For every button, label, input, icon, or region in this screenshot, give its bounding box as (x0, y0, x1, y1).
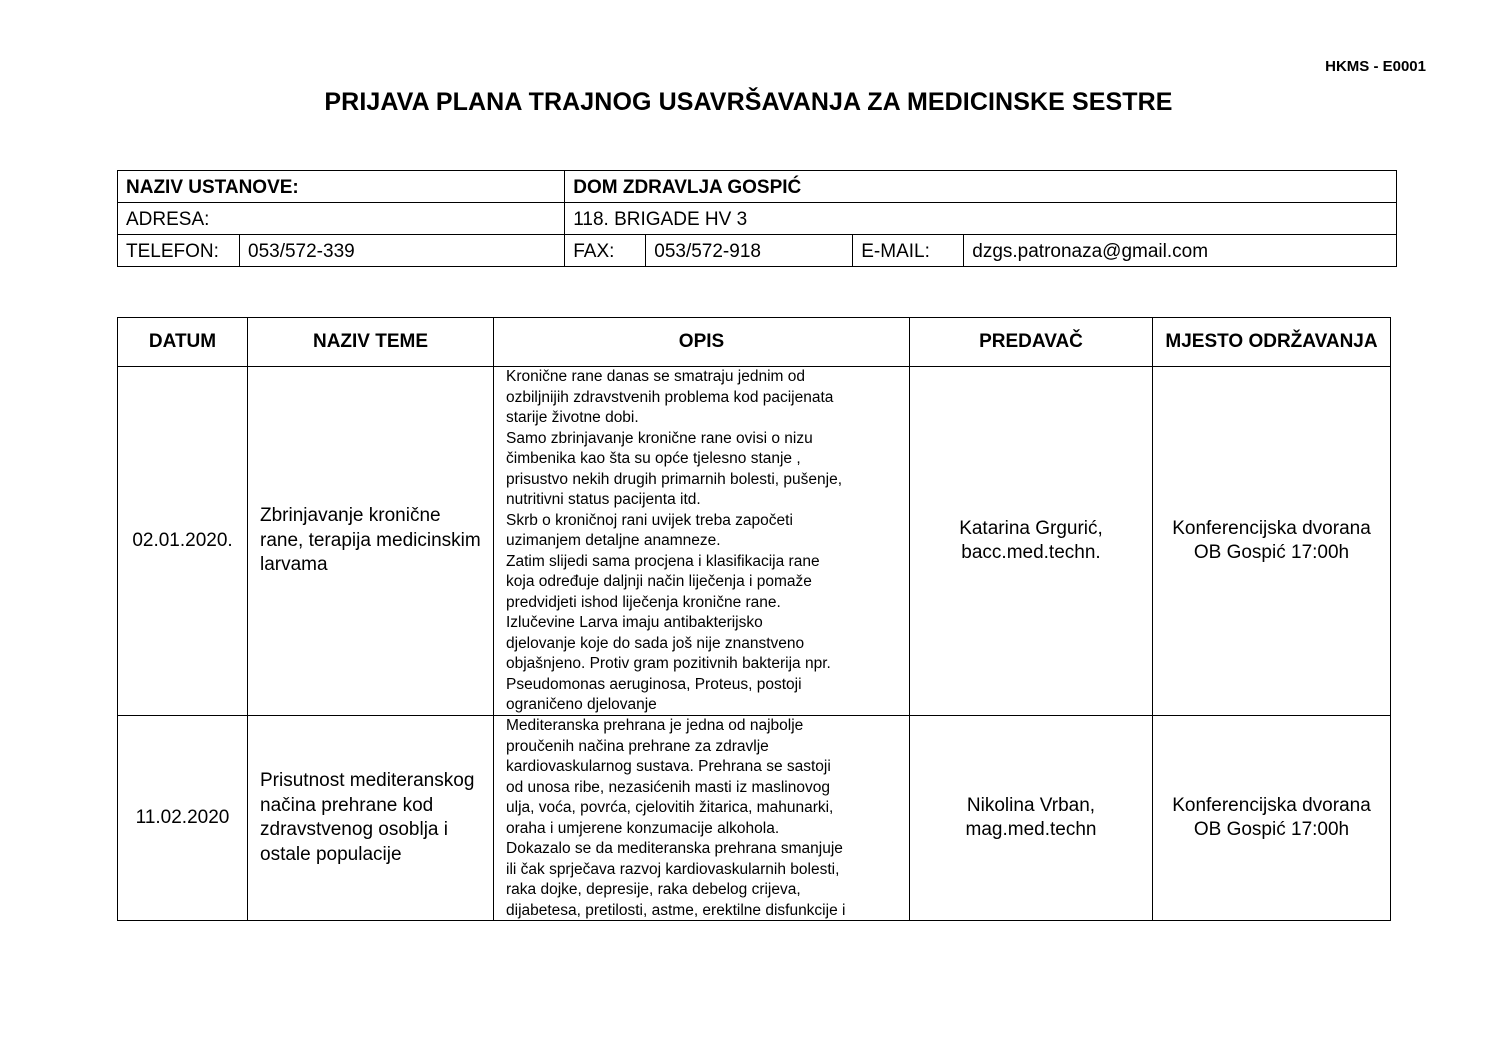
table-row (118, 367, 1391, 716)
institution-address-row (118, 203, 1397, 235)
row-predavac: Nikolina Vrban, mag.med.techn (910, 716, 1153, 921)
institution-info-table (117, 170, 1397, 267)
opis-line: nutritivni status pacijenta itd. (506, 491, 701, 508)
row-opis (494, 716, 910, 921)
opis-line: uzimanjem detaljne anamneze. (506, 532, 721, 549)
opis-line: Kronične rane danas se smatraju jednim od (506, 368, 805, 385)
institution-address-label: ADRESA: (118, 203, 565, 235)
row-mjesto: Konferencijska dvorana OB Gospić 17:00h (1153, 367, 1391, 716)
institution-name-row (118, 171, 1397, 203)
email-label: E-MAIL: (853, 235, 964, 267)
institution-name-label: NAZIV USTANOVE: (118, 171, 565, 203)
row-mjesto: Konferencijska dvorana OB Gospić 17:00h (1153, 716, 1391, 921)
column-header-mjesto: MJESTO ODRŽAVANJA (1153, 318, 1391, 367)
opis-line: raka dojke, depresije, raka debelog crijeva, (506, 881, 801, 898)
opis-line: starije životne dobi. (506, 409, 639, 426)
opis-line: proučenih načina prehrane za zdravlje (506, 737, 769, 755)
row-opis-text (506, 367, 897, 715)
opis-line: kardiovaskularnog sustava. Prehrana se sastoji (506, 758, 831, 775)
opis-line: Dokazalo se da mediteranska prehrana smanjuje (506, 840, 843, 857)
opis-line: dijabetesa, pretilosti, astme, erektilne disfunkcije i (506, 901, 846, 919)
row-naziv-teme: Prisutnost mediteranskog načina prehrane kod zdravstvenog osoblja i ostale populacije (248, 716, 494, 921)
column-header-opis: OPIS (494, 318, 910, 367)
opis-line: djelovanje koje do sada još nije znanstveno (506, 634, 805, 652)
opis-line: od unosa ribe, nezasićenih masti iz maslinovog (506, 778, 830, 796)
institution-name-value: DOM ZDRAVLJA GOSPIĆ (565, 171, 1397, 203)
column-header-datum: DATUM (118, 318, 248, 367)
table-row (118, 716, 1391, 921)
opis-line: ozbiljnijih zdravstvenih problema kod pacijenata (506, 388, 834, 406)
education-plan-table (117, 317, 1391, 921)
opis-line: koja određuje daljnji način liječenja i pomaže (506, 573, 812, 590)
row-opis (494, 367, 910, 716)
plan-header-row (118, 318, 1391, 367)
opis-line: Zatim slijedi sama procjena i klasifikacija rane (506, 552, 820, 570)
email-value: dzgs.patronaza@gmail.com (964, 235, 1397, 267)
opis-line: Mediteranska prehrana je jedna od najbolje (506, 717, 804, 734)
opis-line: predvidjeti ishod liječenja kronične rane. (506, 593, 781, 611)
opis-line: Pseudomonas aeruginosa, Proteus, postoji (506, 675, 802, 693)
row-predavac: Katarina Grgurić, bacc.med.techn. (910, 367, 1153, 716)
column-header-naziv-teme: NAZIV TEME (248, 318, 494, 367)
opis-line: ograničeno djelovanje (506, 696, 657, 713)
opis-line: objašnjeno. Protiv gram pozitivnih bakterija npr. (506, 655, 831, 672)
institution-contact-row (118, 235, 1397, 267)
opis-line: oraha i umjerene konzumacije alkohola. (506, 819, 780, 837)
opis-line: ulja, voća, povrća, cjelovitih žitarica, mahunarki, (506, 799, 834, 816)
document-title: PRIJAVA PLANA TRAJNOG USAVRŠAVANJA ZA MEDICINSKE SESTRE (324, 88, 1173, 116)
opis-line: ili čak sprječava razvoj kardiovaskularnih bolesti, (506, 860, 840, 878)
opis-line: Skrb o kroničnoj rani uvijek treba započeti (506, 511, 793, 529)
phone-label: TELEFON: (118, 235, 240, 267)
column-header-predavac: PREDAVAČ (910, 318, 1153, 367)
document-code: HKMS - E0001 (1325, 58, 1426, 75)
opis-line: čimbenika kao šta su opće tjelesno stanje , (506, 450, 801, 467)
institution-address-value: 118. BRIGADE HV 3 (565, 203, 1397, 235)
row-datum: 11.02.2020 (118, 716, 248, 921)
row-datum: 02.01.2020. (118, 367, 248, 716)
opis-line: Samo zbrinjavanje kronične rane ovisi o nizu (506, 429, 813, 447)
fax-value: 053/572-918 (646, 235, 853, 267)
row-opis-text (506, 716, 897, 920)
fax-label: FAX: (565, 235, 646, 267)
opis-line: Izlučevine Larva imaju antibakterijsko (506, 614, 763, 631)
row-naziv-teme: Zbrinjavanje kronične rane, terapija medicinskim larvama (248, 367, 494, 716)
phone-value: 053/572-339 (240, 235, 565, 267)
opis-line: prisustvo nekih drugih primarnih bolesti, pušenje, (506, 470, 843, 488)
